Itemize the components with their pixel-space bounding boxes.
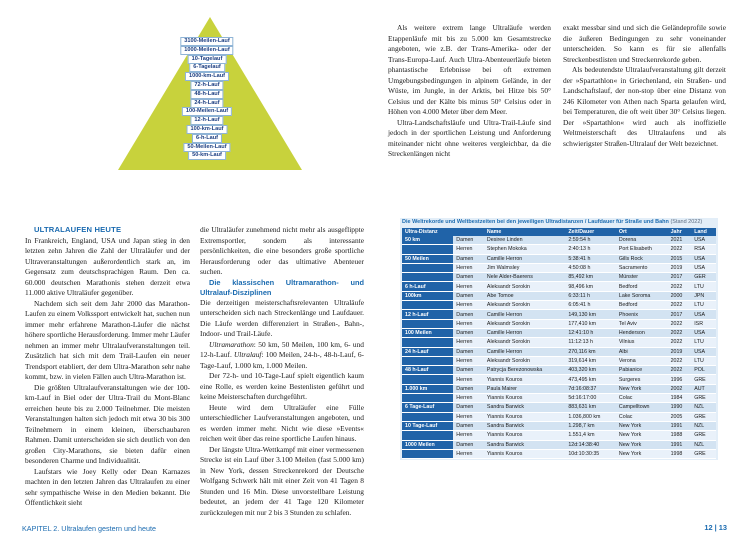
distance-cell: 6 Tage-Lauf: [402, 403, 453, 412]
table-cell: AUT: [691, 384, 716, 393]
table-cell: Herren: [453, 301, 484, 310]
table-cell: 2022: [668, 301, 692, 310]
table-cell: 270,116 km: [565, 347, 616, 356]
table-cell: LTU: [691, 282, 716, 291]
table-cell: GRE: [691, 412, 716, 421]
table-cell: Vilnius: [616, 338, 668, 347]
table-header-cell: Jahr: [668, 228, 692, 236]
pyramid-level-label: 72-h-Lauf: [190, 81, 223, 90]
table-header-cell: Name: [484, 228, 565, 236]
table-cell: Herren: [453, 245, 484, 254]
table-cell: Damen: [453, 310, 484, 319]
distance-cell: 24 h-Lauf: [402, 347, 453, 356]
table-cell: 403,320 km: [565, 366, 616, 375]
table-cell: 11:12:13 h: [565, 338, 616, 347]
table-cell: POL: [691, 366, 716, 375]
table-cell: Colac: [616, 394, 668, 403]
distance-cell: 50 km: [402, 236, 453, 245]
table-cell: 149,130 km: [565, 310, 616, 319]
table-row: [402, 291, 716, 300]
term-ultralauf: Ultralauf: [233, 350, 262, 359]
distance-cell: [402, 319, 453, 328]
distance-cell: [402, 431, 453, 440]
table-cell: GRE: [691, 394, 716, 403]
table-header-cell: Land: [691, 228, 716, 236]
distance-cell: [402, 412, 453, 421]
table-row: [402, 310, 716, 319]
table-row: [402, 338, 716, 347]
table-cell: 1.036,800 km: [565, 412, 616, 421]
table-cell: 5d:16:17:00: [565, 394, 616, 403]
table-cell: Damen: [453, 328, 484, 337]
table-cell: 1988: [668, 431, 692, 440]
table-cell: 2:59:54 h: [565, 236, 616, 245]
table-row: [402, 254, 716, 263]
table-body: [402, 236, 716, 459]
table-cell: Aleksandr Sorokin: [484, 338, 565, 347]
table-cell: New York: [616, 421, 668, 430]
table-cell: 2022: [668, 338, 692, 347]
table-cell: RSA: [691, 245, 716, 254]
table-cell: Verona: [616, 356, 668, 365]
paragraph: Ultra-Landschaftsläufe und Ultra-Trail-Läufe sind jedoch in der sportlichen Leistung und Anforderung miteinander nicht ohne weiteres vergleichbar, da die Streckenlängen nicht: [388, 117, 551, 158]
table-cell: Damen: [453, 384, 484, 393]
table-cell: Damen: [453, 254, 484, 263]
paragraph: Der 72-h- und 10-Tage-Lauf spielt eigentlich kaum eine Rolle, es werden keine Bestenlisten geführt und keine Meisterschaften durchgeführt.: [200, 371, 364, 401]
table-cell: New York: [616, 431, 668, 440]
table-cell: 12d:14:38:40: [565, 440, 616, 449]
table-cell: Colac: [616, 412, 668, 421]
table-cell: Desiree Linden: [484, 236, 565, 245]
table-cell: Yiannis Kouros: [484, 449, 565, 458]
table-cell: Damen: [453, 347, 484, 356]
table-cell: Herren: [453, 263, 484, 272]
table-row: [402, 394, 716, 403]
distance-cell: 100km: [402, 291, 453, 300]
pyramid-level-label: 10-Tagelauf: [188, 55, 227, 64]
table-row: [402, 328, 716, 337]
pyramid-level-label: 50-km-Lauf: [188, 151, 226, 160]
paragraph: Der längste Ultra-Wettkampf mit einer vermessenen Strecke ist ein Lauf über 3.100 Meilen (fast 5.000 km) in New York, dessen Streckenrekord der Deutsche Wolfgang Schwerk hält mit einer Zeit von 41 Tagen 8 Stunden und 16 Min. Diese unvorstellbare Leistung bedeutet, an jedem der 41 Tage 120 Kilometer zurückzulegen mit nur 2 bis 3 Stunden zu schlafen.: [200, 444, 364, 517]
table-cell: 2022: [668, 328, 692, 337]
table-cell: Herren: [453, 394, 484, 403]
section-heading: ULTRALAUFEN HEUTE: [34, 225, 122, 234]
distance-cell: 1000 Meilen: [402, 440, 453, 449]
right-column-1: [388, 23, 551, 160]
table-cell: NZL: [691, 403, 716, 412]
table-cell: Bedford: [616, 301, 668, 310]
table-cell: 4:50:08 h: [565, 263, 616, 272]
table-cell: Herren: [453, 449, 484, 458]
table-cell: USA: [691, 236, 716, 245]
table-cell: Paula Mairer: [484, 384, 565, 393]
table-cell: 2017: [668, 273, 692, 282]
table-cell: Damen: [453, 366, 484, 375]
table-row: [402, 301, 716, 310]
table-cell: 1990: [668, 403, 692, 412]
table-cell: 2021: [668, 236, 692, 245]
paragraph: Heute wird dem Ultraläufer eine Fülle unterschiedlicher Laufveranstaltungen angeboten, und es werden immer mehr. Nicht wie diese »Events« reichen weit über das reine sportliche Laufen hinaus.: [200, 402, 364, 443]
distance-cell: 50 Meilen: [402, 254, 453, 263]
table-row: [402, 236, 716, 245]
table-cell: USA: [691, 254, 716, 263]
table-header-cell: Ort: [616, 228, 668, 236]
table-cell: GRE: [691, 431, 716, 440]
chapter-footer: KAPITEL 2. Ultralaufen gestern und heute: [22, 524, 156, 533]
table-cell: NZL: [691, 440, 716, 449]
table-cell: Herren: [453, 338, 484, 347]
table-cell: 1991: [668, 421, 692, 430]
distance-cell: 48 h-Lauf: [402, 366, 453, 375]
table-cell: Aleksandr Sorokin: [484, 356, 565, 365]
table-cell: USA: [691, 263, 716, 272]
table-cell: 2022: [668, 319, 692, 328]
table-cell: 1.551,4 km: [565, 431, 616, 440]
distance-cell: [402, 375, 453, 384]
table-row: [402, 440, 716, 449]
table-row: [402, 403, 716, 412]
paragraph: Nachdem sich seit dem Jahr 2000 das Marathon-Laufen zu einem Volkssport entwickelt hat, suchen nun immer mehr erfahrene Marathon-Läufer die nächst höhere sportliche Herausforderung. Immer mehr Läufer nehmen an immer mehr Ultralaufveranstaltungen teil. Zusätzlich hat sich mit dem Trail-Laufen ein neuer Trendsport etabliert, der dem Ultra-Marathon sehr nahe kommt, bzw. in vielen Fällen auch Ultra-Marathon ist.: [25, 298, 190, 381]
pyramid-level-label: 12-h-Lauf: [190, 116, 223, 125]
distance-cell: [402, 449, 453, 458]
table-cell: USA: [691, 328, 716, 337]
pyramid-level-label: 50-Meilen-Lauf: [183, 143, 230, 152]
table-cell: Phoenix: [616, 310, 668, 319]
table-cell: 2022: [668, 282, 692, 291]
table-cell: 1.298,7 km: [565, 421, 616, 430]
table-cell: Camille Herron: [484, 310, 565, 319]
table-row: [402, 282, 716, 291]
table-cell: Bedford: [616, 282, 668, 291]
subsection-heading: Die klassischen Ultramarathon- und Ultralauf-Disziplinen: [200, 277, 364, 297]
table-cell: 2015: [668, 254, 692, 263]
paragraph: Die derzeitigen meisterschaftsrelevanten Ultraläufe unterscheiden sich nach Streckenlänge und Laufdauer. Die Läufe werden differenziert in Straßen-, Bahn-, Indoor- und Trail-Läufe.: [200, 297, 364, 338]
table-row: [402, 356, 716, 365]
table-cell: 12:41:10 h: [565, 328, 616, 337]
paragraph: Die größten Ultralaufveranstaltungen wie der 100-km-Lauf in Biel oder der Ultra-Trail du Mont-Blanc erreichen heute bis zu 2.000 Teilnehmer. Die meisten Veranstaltungen halten sich jedoch mit etwa 30 bis 300 Teilnehmern in einem kleinen, überschaubaren Rahmen. Damit unterscheiden sie sich deutlich von den großen City-Marathons, sie bieten dafür einen besonderen Charme und Individualität.: [25, 382, 190, 465]
table-cell: NZL: [691, 421, 716, 430]
table-cell: 98,496 km: [565, 282, 616, 291]
distance-cell: 100 Meilen: [402, 328, 453, 337]
table-cell: New York: [616, 384, 668, 393]
table-cell: LTU: [691, 301, 716, 310]
table-row: [402, 412, 716, 421]
table-cell: Camille Herron: [484, 328, 565, 337]
paragraph: exakt messbar sind und sich die Geländeprofile sowie die äußeren Bedingungen zu sehr voneinander unterscheiden. So kann es für sie allenfalls Streckenbestlisten und Streckenrekorde geben.: [563, 23, 726, 64]
table-cell: 319,614 km: [565, 356, 616, 365]
table-cell: 2022: [668, 245, 692, 254]
table-cell: Lake Soroma: [616, 291, 668, 300]
distance-cell: [402, 356, 453, 365]
middle-column: [200, 225, 364, 518]
table-cell: 177,410 km: [565, 319, 616, 328]
table-cell: Aleksandr Sorokin: [484, 301, 565, 310]
table-cell: Damen: [453, 291, 484, 300]
records-table: [402, 228, 716, 459]
distance-cell: [402, 338, 453, 347]
table-cell: ISR: [691, 319, 716, 328]
table-cell: 2019: [668, 347, 692, 356]
table-row: [402, 347, 716, 356]
table-cell: Münster: [616, 273, 668, 282]
table-cell: LTU: [691, 356, 716, 365]
records-table-box: [400, 218, 718, 460]
paragraph: die Ultraläufer zunehmend nicht mehr als ausgeflippte Extremsportler, sondern als interessante persönlichkeiten, die eine besonders große sportliche Herausforderung oder das ultimative Abenteuer suchen.: [200, 225, 364, 276]
table-cell: 2019: [668, 263, 692, 272]
table-cell: 883,631 km: [565, 403, 616, 412]
table-cell: Surgeres: [616, 375, 668, 384]
pyramid-level-label: 1000-Meilen-Lauf: [180, 46, 233, 55]
table-caption: Die Weltrekorde und Weltbestzeiten bei den jeweiligen Ultradistanzen / Laufdauer für Straße und Bahn (Stand 2022): [402, 219, 703, 225]
table-row: [402, 245, 716, 254]
table-cell: 6:33:11 h: [565, 291, 616, 300]
pyramid-level-label: 100-Meilen-Lauf: [182, 107, 232, 116]
table-cell: 85,492 km: [565, 273, 616, 282]
table-cell: Damen: [453, 421, 484, 430]
table-cell: Herren: [453, 431, 484, 440]
table-cell: Herren: [453, 412, 484, 421]
table-cell: 1991: [668, 440, 692, 449]
table-cell: USA: [691, 347, 716, 356]
table-cell: Stephen Mokoka: [484, 245, 565, 254]
table-stand: (Stand 2022): [670, 219, 703, 225]
table-cell: New York: [616, 449, 668, 458]
table-cell: LTU: [691, 338, 716, 347]
table-cell: Camille Herron: [484, 347, 565, 356]
table-header-cell: Ultra-Distanz: [402, 228, 453, 236]
table-cell: Aleksandr Sorokin: [484, 282, 565, 291]
table-cell: Pabianice: [616, 366, 668, 375]
table-cell: Nele Alder-Baerens: [484, 273, 565, 282]
table-cell: Sandra Barwick: [484, 403, 565, 412]
distance-cell: 12 h-Lauf: [402, 310, 453, 319]
table-cell: Damen: [453, 236, 484, 245]
table-cell: Herren: [453, 356, 484, 365]
table-row: [402, 263, 716, 272]
pyramid-level-label: 6-Tagelauf: [189, 63, 225, 72]
table-cell: Sandra Barwick: [484, 440, 565, 449]
table-cell: 10d:10:30:35: [565, 449, 616, 458]
table-header-row: [402, 228, 716, 236]
table-cell: Herren: [453, 319, 484, 328]
table-cell: JPN: [691, 291, 716, 300]
distance-cell: 10 Tage-Lauf: [402, 421, 453, 430]
table-row: [402, 431, 716, 440]
table-cell: New York: [616, 440, 668, 449]
paragraph: Ultramarathon: 50 km, 50 Meilen, 100 km, 6- und 12-h-Lauf. Ultralauf: 100 Meilen, 24-h-, 48-h-Lauf, 6-Tage-Lauf, 1.000 km, 1.000 Meilen.: [200, 339, 364, 370]
table-cell: Abe Tomoe: [484, 291, 565, 300]
table-cell: Yiannis Kouros: [484, 412, 565, 421]
table-cell: 2:40:13 h: [565, 245, 616, 254]
table-cell: Yiannis Kouros: [484, 375, 565, 384]
table-cell: Tel Aviv: [616, 319, 668, 328]
table-cell: 2022: [668, 366, 692, 375]
table-cell: Camille Herron: [484, 254, 565, 263]
distance-cell: [402, 273, 453, 282]
table-cell: USA: [691, 310, 716, 319]
table-header-cell: Zeit/Dauer: [565, 228, 616, 236]
table-cell: Damen: [453, 403, 484, 412]
table-cell: GRE: [691, 375, 716, 384]
distance-cell: 1.000 km: [402, 384, 453, 393]
table-cell: Sandra Barwick: [484, 421, 565, 430]
table-cell: 2002: [668, 384, 692, 393]
table-header-cell: [453, 228, 484, 236]
pyramid-level-label: 24-h-Lauf: [190, 99, 223, 108]
table-cell: GER: [691, 273, 716, 282]
distance-cell: [402, 245, 453, 254]
paragraph: In Frankreich, England, USA und Japan stieg in den letzten zehn Jahren die Zahl der Ultraläufer und der Ultraveranstaltungen außerordentlich stark an, im Gegensatz zum deutschsprachigen Raum. Den ca. 60.000 deutschen Marathonis stehen derzeit etwa 11.000 aktive Ultraläufer gegenüber.: [25, 235, 190, 297]
page-numbers: 12 | 13: [704, 523, 727, 532]
table-cell: Damen: [453, 273, 484, 282]
table-cell: Sacramento: [616, 263, 668, 272]
pyramid-level-label: 6-h-Lauf: [192, 134, 222, 143]
table-cell: 5:38:41 h: [565, 254, 616, 263]
table-row: [402, 273, 716, 282]
table-cell: Yiannis Kouros: [484, 394, 565, 403]
table-cell: Yiannis Kouros: [484, 431, 565, 440]
table-cell: Gills Rock: [616, 254, 668, 263]
table-cell: 2000: [668, 291, 692, 300]
table-cell: Campelltown: [616, 403, 668, 412]
table-cell: Henderson: [616, 328, 668, 337]
distance-cell: [402, 301, 453, 310]
table-cell: 1998: [668, 449, 692, 458]
table-row: [402, 366, 716, 375]
table-cell: 6:05:41 h: [565, 301, 616, 310]
distance-cell: 6 h-Lauf: [402, 282, 453, 291]
table-row: [402, 449, 716, 458]
table-cell: 2022: [668, 356, 692, 365]
table-row: [402, 375, 716, 384]
table-cell: Herren: [453, 375, 484, 384]
table-cell: Jim Walmsley: [484, 263, 565, 272]
table-cell: Patrycja Berezonowska: [484, 366, 565, 375]
table-row: [402, 384, 716, 393]
term-ultramarathon: Ultramarathon: [209, 339, 254, 349]
pyramid-level-label: 100-km-Lauf: [187, 125, 228, 134]
pyramid-level-label: 48-h-Lauf: [190, 90, 223, 99]
table-cell: Aleksandr Sorokin: [484, 319, 565, 328]
table-cell: 7d:16:08:37: [565, 384, 616, 393]
table-cell: Albi: [616, 347, 668, 356]
table-cell: Herren: [453, 282, 484, 291]
left-column: [25, 225, 190, 509]
table-cell: 2017: [668, 310, 692, 319]
table-cell: 1984: [668, 394, 692, 403]
table-cell: Port Elisabeth: [616, 245, 668, 254]
table-cell: GRE: [691, 449, 716, 458]
paragraph: Laufstars wie Joey Kelly oder Dean Karnazes machten in den letzten Jahren das Ultralaufen zu einer sehr sympathische Weise in den Medien bekannt. Die Öffentlichkeit sieht: [25, 466, 190, 507]
table-cell: Dorena: [616, 236, 668, 245]
distance-cell: [402, 263, 453, 272]
paragraph: Als bedeutendste Ultralaufveranstaltung gilt derzeit der »Spartathlon« in Griechenland, ein Straßen- und Landschaftslauf, der non-stop über eine Distanz von 246 Kilometer von Athen nach Sparta gelaufen wird, bei Temperaturen, die oft weit über 30° Celsius liegen. Der »Spartathlon« wird auch als inoffizielle Weltmeisterschaft des Ultralaufens und als schwierigster Straßen-Ultralauf der Welt bezeichnet.: [563, 65, 726, 148]
paragraph: Als weitere extrem lange Ultraläufe werden Etappenläufe mit bis zu 5.000 km Gesamtstrecke angeboten, wie z.B. der Trans-Amerika- oder der Trans-Europa-Lauf. Auch Ultra-Abenteuerläufe bieten phantastische Erlebnisse bei oft extremen Umgebungsbedingungen in alpinem Gelände, in der Wüste, im Jungle, in der Arktis, bei Hitze bis 50° Celsius und der Kälte bis minus 50° Celsius oder in Höhen von 4.000 Meter über dem Meer.: [388, 23, 551, 116]
right-column-2: [563, 23, 726, 149]
pyramid-level-label: 1000-km-Lauf: [185, 72, 229, 81]
table-row: [402, 421, 716, 430]
table-cell: 1996: [668, 375, 692, 384]
table-cell: Damen: [453, 440, 484, 449]
table-cell: 473,495 km: [565, 375, 616, 384]
pyramid-level-label: 3100-Meilen-Lauf: [180, 37, 233, 46]
table-row: [402, 319, 716, 328]
distance-cell: [402, 394, 453, 403]
table-cell: 2005: [668, 412, 692, 421]
